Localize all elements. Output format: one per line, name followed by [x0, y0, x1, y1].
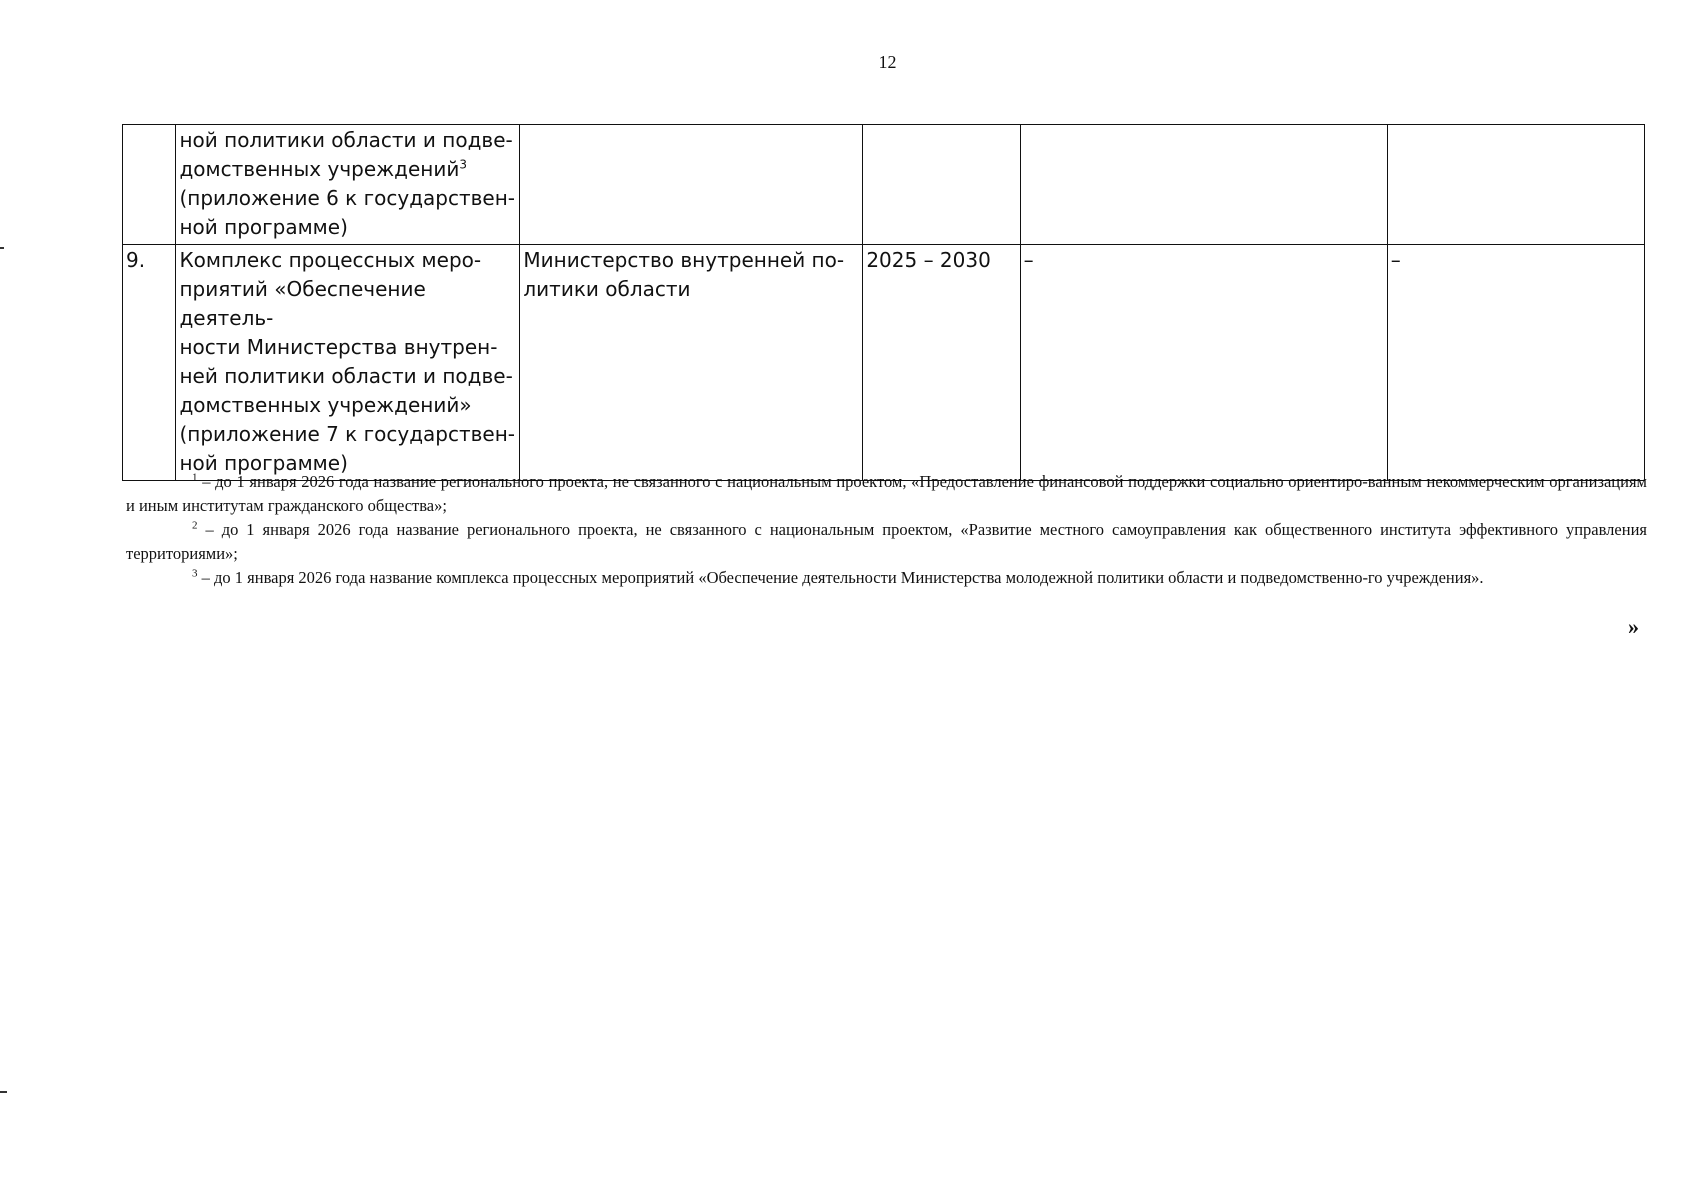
scan-margin-mark — [0, 1091, 7, 1093]
footnote-2 — [126, 518, 1647, 566]
responsible-cell — [520, 125, 863, 245]
component-name-cell — [176, 245, 520, 481]
column-6-cell — [1387, 125, 1644, 245]
footnote-1 — [126, 470, 1647, 518]
column-5-cell — [1020, 125, 1387, 245]
table-row — [123, 125, 1645, 245]
component-name-text: Комплекс процессных меро- приятий «Обеспечение деятель- ности Министерства внутрен- ней политики области и подве- домственных учреждений» (приложение 7 к государствен- ной программе) — [179, 248, 516, 475]
component-name-cell — [176, 125, 520, 245]
column-5-cell: – — [1020, 245, 1387, 481]
footnote-text: – до 1 января 2026 года название регионального проекта, не связанного с национальным проектом, «Предоставление финансовой поддержки социально ориентиро-ванным некоммерческим организациям и иным институтам гражданского общества»; — [126, 472, 1647, 515]
page-number: 12 — [878, 52, 897, 72]
footnote-mark: 2 — [192, 519, 198, 532]
footnotes — [126, 470, 1647, 590]
footnote-text: – до 1 января 2026 года название комплекса процессных мероприятий «Обеспечение деятельности Министерства молодежной политики области и подведомственно-го учреждения». — [197, 568, 1484, 587]
responsible-text: Министерство внутренней по- литики области — [523, 248, 845, 301]
period-cell: 2025 – 2030 — [863, 245, 1020, 481]
period-cell — [863, 125, 1020, 245]
column-6-cell: – — [1387, 245, 1644, 481]
footnote-mark: 3 — [192, 567, 198, 580]
footnote-3 — [126, 566, 1647, 590]
footnote-ref: 3 — [459, 157, 467, 172]
row-number-cell — [123, 125, 176, 245]
component-name-text-cont: (приложение 6 к государствен- ной программе) — [179, 186, 516, 239]
scan-margin-mark — [0, 247, 4, 249]
table-row — [123, 245, 1645, 481]
footnote-mark: 1 — [192, 471, 198, 484]
closing-quote: » — [1628, 614, 1639, 639]
program-structure-table — [122, 124, 1645, 481]
row-number-cell: 9. — [123, 245, 176, 481]
footnote-text: – до 1 января 2026 года название регионального проекта, не связанного с национальным проектом, «Развитие местного самоуправления как общественного института эффективного управления территориями»; — [126, 520, 1647, 563]
component-name-text: ной политики области и подве- домственных учреждений — [179, 128, 513, 181]
responsible-cell — [520, 245, 863, 481]
